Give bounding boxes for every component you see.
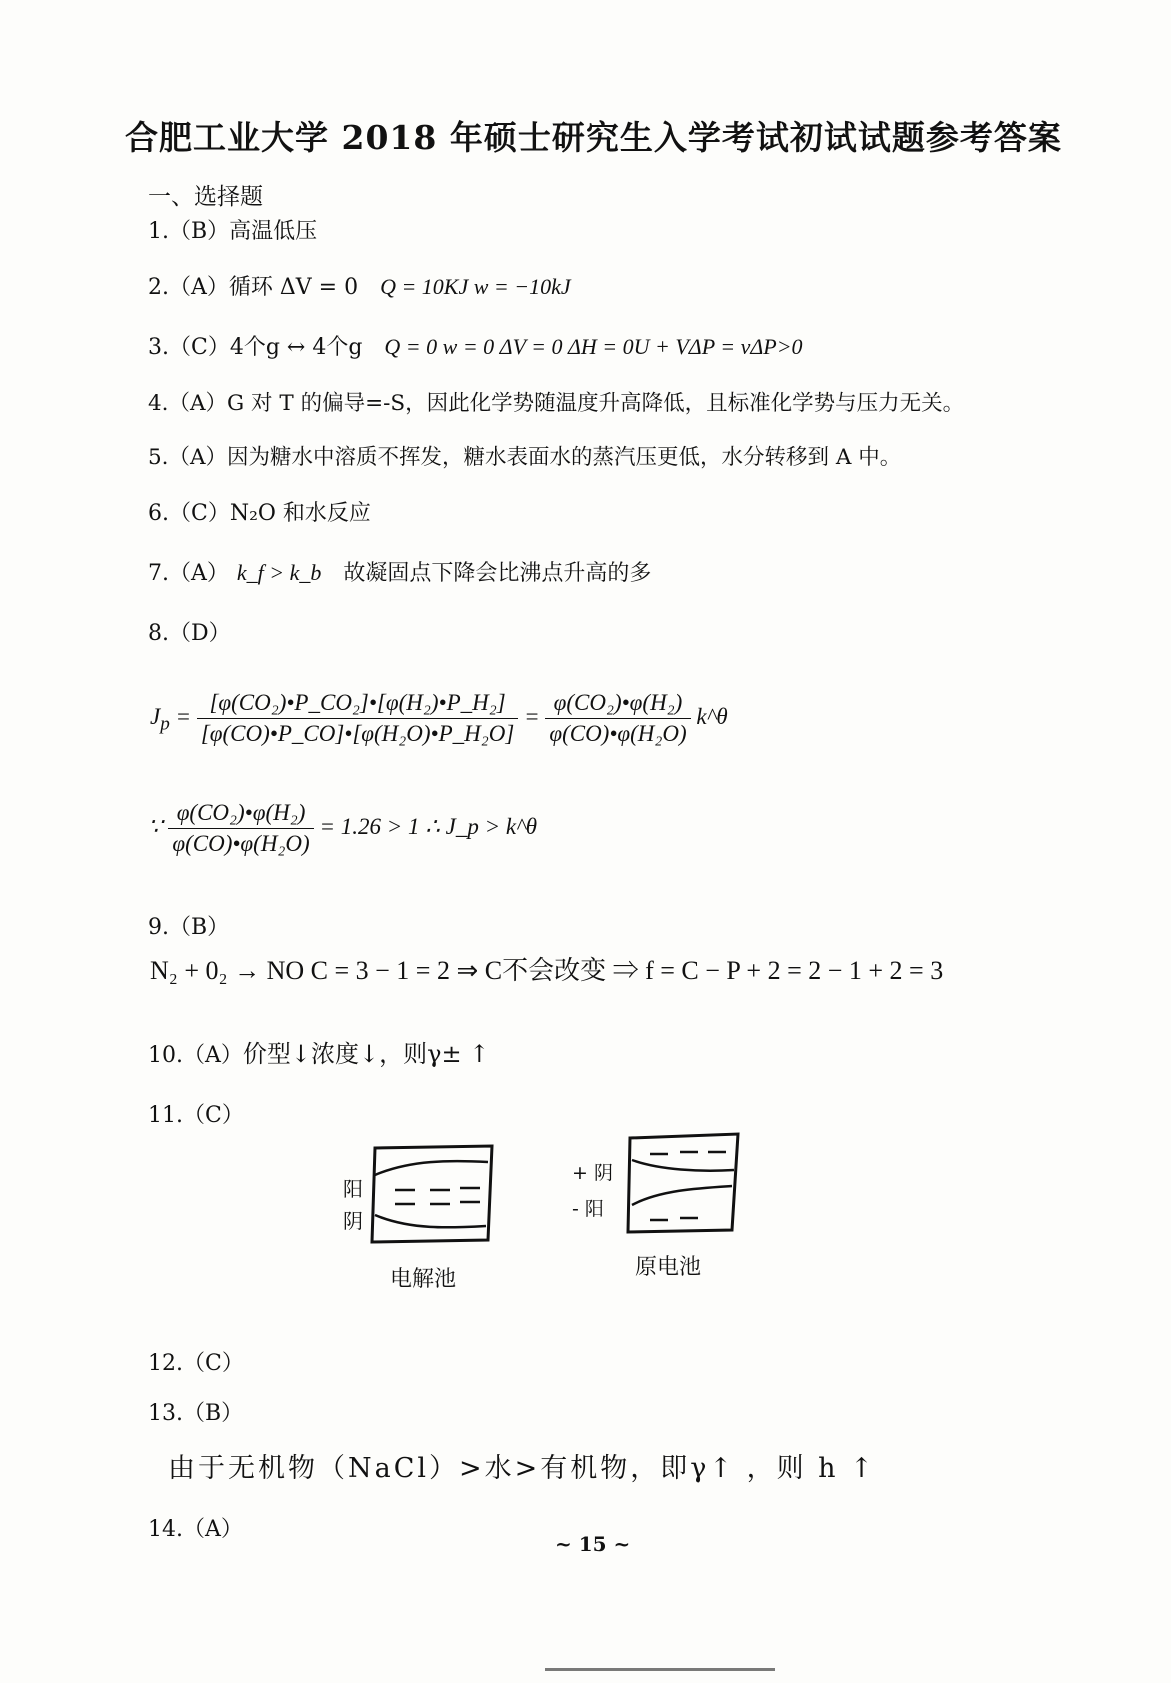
answer-13 bbox=[148, 1396, 243, 1427]
answer-6 bbox=[148, 496, 371, 527]
answer-7 bbox=[148, 556, 651, 587]
answer-8 bbox=[148, 616, 231, 647]
main-denominator: [φ(CO)•P_CO]•[φ(H₂O)•P_H₂O] bbox=[200, 721, 515, 746]
ratio-denominator: φ(CO)•φ(H₂O) bbox=[549, 721, 687, 746]
section-heading: 一、选择题 bbox=[148, 184, 263, 210]
answer-12 bbox=[148, 1346, 244, 1377]
q8-equation-2 bbox=[148, 800, 537, 857]
condition-denominator: φ(CO)•φ(H₂O) bbox=[172, 831, 310, 856]
item-text: N₂O 和水反应 bbox=[229, 501, 371, 526]
answer-3 bbox=[148, 330, 803, 361]
item-number: 11.（C） bbox=[148, 1103, 244, 1128]
answer-5 bbox=[148, 440, 901, 471]
equals-sign: = bbox=[524, 703, 540, 729]
item-number: 7.（A） bbox=[148, 561, 229, 586]
answer-9 bbox=[148, 910, 229, 941]
item-number: 12.（C） bbox=[148, 1351, 244, 1376]
answer-10 bbox=[148, 1034, 489, 1069]
item-number: 2.（A） bbox=[148, 275, 229, 300]
item-formula: Q = 0 w = 0 ΔV = 0 ΔH = 0U + VΔP = vΔP>0 bbox=[384, 334, 803, 359]
item-formula: Q = 10KJ w = −10kJ bbox=[380, 274, 571, 299]
negative-label: - 阳 bbox=[572, 1198, 604, 1220]
item-number: 5.（A） bbox=[148, 445, 228, 470]
item-text: 由于无机物（NaCl）>水>有机物，即γ↑ ，则 h ↑ bbox=[168, 1453, 876, 1484]
equals-sign: = bbox=[175, 703, 192, 729]
jp-subscript: p bbox=[160, 713, 170, 735]
item-text: 因为糖水中溶质不挥发，糖水表面水的蒸汽压更低，水分转移到 A 中。 bbox=[227, 445, 902, 470]
electrolytic-cell-drawing bbox=[360, 1140, 500, 1250]
answer-2 bbox=[148, 270, 571, 301]
page-title: 合肥工业大学 2018 年硕士研究生入学考试初试试题参考答案 bbox=[125, 118, 1062, 157]
because-symbol: ∵ bbox=[148, 813, 163, 839]
anode-label: 阳 bbox=[343, 1177, 363, 1201]
item-text: 4个g ↔ 4个g bbox=[229, 335, 363, 360]
positive-label: + 阴 bbox=[572, 1162, 613, 1184]
item-text: 循环 ΔV = 0 bbox=[228, 275, 359, 300]
item-number: 9.（B） bbox=[148, 915, 230, 940]
item-formula: k_f > k_b bbox=[236, 560, 322, 585]
item-text: G 对 T 的偏导=-S，因此化学势随温度升高降低，且标准化学势与压力无关。 bbox=[227, 391, 965, 416]
item-number: 8.（D） bbox=[148, 621, 231, 646]
item-text: 故凝固点下降会比沸点升高的多 bbox=[343, 561, 652, 586]
item-number: 4.（A） bbox=[148, 391, 228, 416]
item-number: 10.（A） bbox=[148, 1043, 243, 1068]
condition-numerator: φ(CO₂)•φ(H₂) bbox=[168, 800, 313, 829]
k-theta: k^θ bbox=[696, 703, 728, 729]
ratio-numerator: φ(CO₂)•φ(H₂) bbox=[545, 690, 690, 719]
q8-equation-1 bbox=[150, 690, 728, 747]
answer-4 bbox=[148, 386, 964, 417]
answer-9-formula bbox=[150, 950, 943, 987]
answer-1 bbox=[148, 214, 317, 245]
cathode-label: 阴 bbox=[343, 1209, 363, 1233]
galvanic-cell-drawing bbox=[620, 1130, 750, 1240]
galvanic-electrode-labels bbox=[572, 1155, 613, 1227]
item-number: 3.（C） bbox=[148, 335, 230, 360]
bottom-rule bbox=[545, 1668, 775, 1671]
electrode-labels bbox=[343, 1173, 363, 1237]
item-number: 13.（B） bbox=[148, 1401, 244, 1426]
item-text: 高温低压 bbox=[229, 219, 318, 244]
galvanic-cell-caption: 原电池 bbox=[635, 1255, 702, 1280]
item-number: 1.（B） bbox=[148, 219, 230, 244]
jp-symbol: J bbox=[150, 703, 161, 729]
item-number: 6.（C） bbox=[148, 501, 230, 526]
electrolytic-cell-caption: 电解池 bbox=[390, 1267, 457, 1292]
main-numerator: [φ(CO₂)•P_CO₂]•[φ(H₂)•P_H₂] bbox=[197, 690, 518, 719]
item-text: 价型↓浓度↓，则γ± ↑ bbox=[242, 1040, 490, 1068]
galvanic-cell-sketch bbox=[572, 1130, 750, 1280]
item-formula: N₂ + 0₂ → NO C = 3 − 1 = 2 ⇒ C不会改变 ⇒ f = C − P + 2 = 2 − 1 + 2 = 3 bbox=[150, 956, 944, 985]
item-number: 14.（A） bbox=[148, 1517, 243, 1542]
answer-11 bbox=[148, 1098, 244, 1129]
q8-result: = 1.26 > 1 ∴ J_p > k^θ bbox=[319, 813, 538, 839]
ratio-fraction bbox=[545, 690, 690, 747]
condition-fraction bbox=[168, 800, 313, 857]
electrolytic-cell-sketch bbox=[343, 1140, 500, 1292]
main-fraction bbox=[197, 690, 518, 747]
page-number: ~ 15 ~ bbox=[555, 1532, 631, 1556]
answer-14 bbox=[148, 1512, 243, 1543]
answer-13-text bbox=[168, 1446, 876, 1485]
